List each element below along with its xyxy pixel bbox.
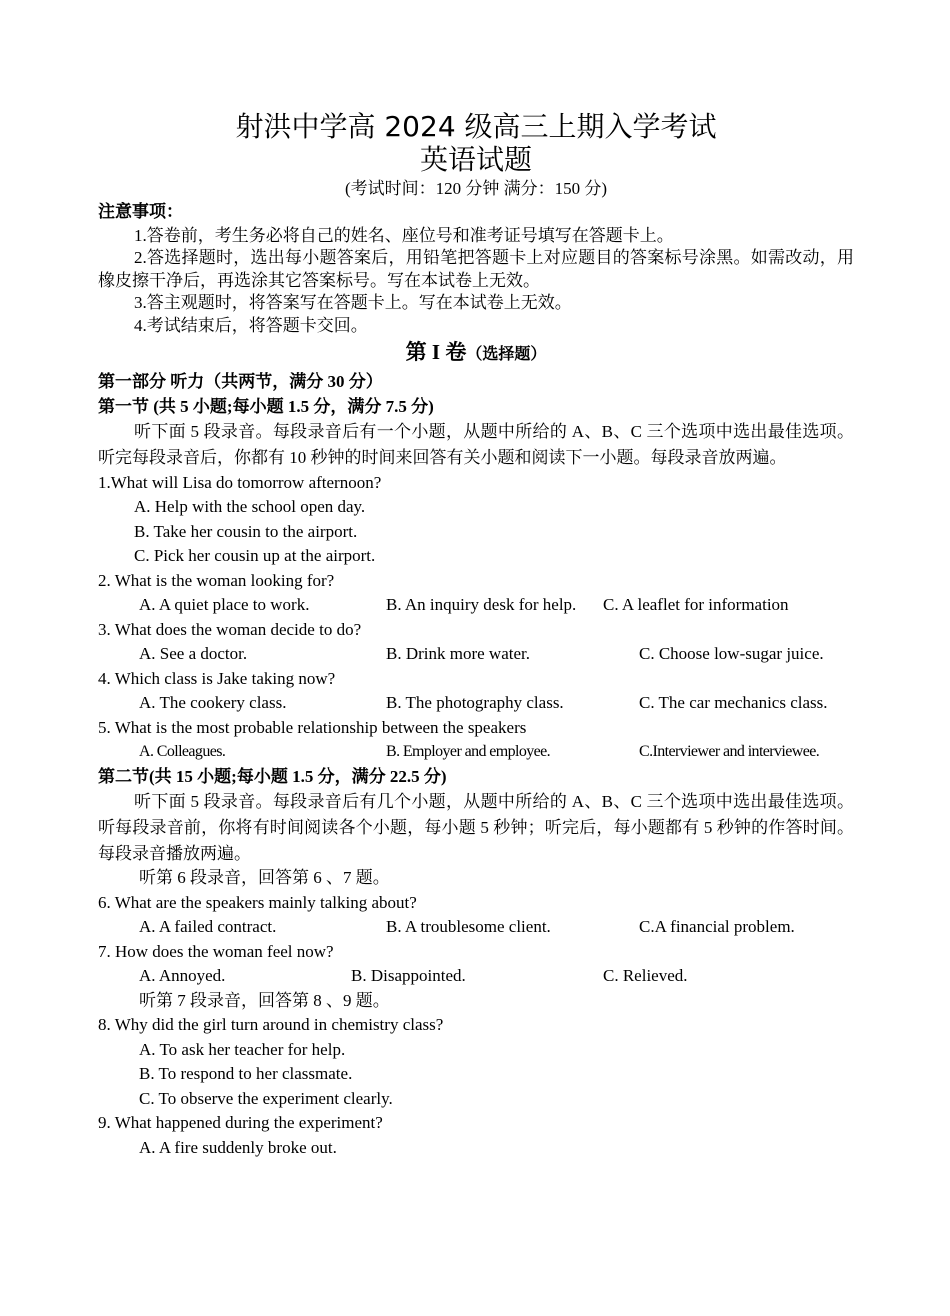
exam-subject: 英语试题 bbox=[419, 143, 532, 176]
option-2b: B. An inquiry desk for help. bbox=[386, 595, 577, 615]
option-5b: B. Employer and employee. bbox=[386, 743, 551, 761]
option-8c: C. To observe the experiment clearly. bbox=[139, 1088, 393, 1108]
options-5 bbox=[98, 740, 854, 765]
option-9a: A. A fire suddenly broke out. bbox=[139, 1137, 337, 1157]
option-4a: A. The cookery class. bbox=[139, 693, 287, 713]
section2-instructions: 听下面 5 段录音。每段录音后有几个小题，从题中所给的 A、B、C 三个选项中选出最佳选项。听每段录音前，你将有时间阅读各个小题，每小题 5 秒钟；听完后，每小题都有 5 秒钟的作答时间。每段录音播放两遍。 bbox=[98, 792, 854, 863]
question-4: 4. Which class is Jake taking now? bbox=[98, 668, 336, 688]
options-6 bbox=[98, 915, 854, 940]
option-2c: C. A leaflet for information bbox=[603, 595, 789, 615]
options-7 bbox=[98, 964, 854, 989]
option-5a: A. Colleagues. bbox=[139, 743, 226, 761]
question-2: 2. What is the woman looking for? bbox=[98, 570, 335, 590]
option-3c: C. Choose low-sugar juice. bbox=[639, 644, 824, 664]
options-4 bbox=[98, 691, 854, 716]
note-item: 2.答选择题时，选出每小题答案后，用铅笔把答题卡上对应题目的答案标号涂黑。如需改动，用橡皮擦干净后，再选涂其它答案标号。写在本试卷上无效。 bbox=[98, 248, 854, 290]
notes-heading: 注意事项： bbox=[98, 202, 183, 221]
question-9: 9. What happened during the experiment? bbox=[98, 1113, 383, 1133]
exam-page bbox=[98, 110, 854, 1160]
section1-heading: 第一节 (共 5 小题;每小题 1.5 分，满分 7.5 分) bbox=[98, 396, 434, 416]
section2-heading: 第二节(共 15 小题;每小题 1.5 分，满分 22.5 分) bbox=[98, 766, 447, 786]
option-1a: A. Help with the school open day. bbox=[134, 497, 366, 517]
option-4c: C. The car mechanics class. bbox=[639, 693, 828, 713]
option-5c: C.Interviewer and interviewee. bbox=[639, 743, 820, 761]
exam-title: 射洪中学高 2024 级高三上期入学考试 bbox=[235, 110, 717, 143]
option-6b: B. A troublesome client. bbox=[386, 917, 551, 937]
volume-title bbox=[98, 337, 854, 370]
exam-info: (考试时间：120 分钟 满分：150 分) bbox=[344, 179, 608, 198]
option-7a: A. Annoyed. bbox=[139, 966, 226, 986]
question-5: 5. What is the most probable relationship between the speakers bbox=[98, 717, 527, 737]
section1-instructions: 听下面 5 段录音。每段录音后有一个小题，从题中所给的 A、B、C 三个选项中选出最佳选项。听完每段录音后，你都有 10 秒钟的时间来回答有关小题和阅读下一小题。每段录音放两遍。 bbox=[98, 422, 854, 467]
option-8a: A. To ask her teacher for help. bbox=[139, 1039, 346, 1059]
dialogue-7-instruction: 听第 7 段录音，回答第 8 、9 题。 bbox=[139, 990, 390, 1010]
volume-subtitle: （选择题） bbox=[466, 346, 547, 363]
note-item: 1.答卷前，考生务必将自己的姓名、座位号和准考证号填写在答题卡上。 bbox=[134, 225, 674, 245]
question-8: 8. Why did the girl turn around in chemistry class? bbox=[98, 1015, 444, 1035]
option-4b: B. The photography class. bbox=[386, 693, 564, 713]
part1-heading: 第一部分 听力（共两节，满分 30 分） bbox=[98, 372, 383, 391]
option-3b: B. Drink more water. bbox=[386, 644, 530, 664]
note-item: 4.考试结束后，将答题卡交回。 bbox=[134, 315, 368, 335]
option-1b: B. Take her cousin to the airport. bbox=[134, 521, 358, 541]
options-2 bbox=[98, 593, 854, 618]
question-6: 6. What are the speakers mainly talking about? bbox=[98, 892, 417, 912]
volume-label: 第 I 卷 bbox=[405, 340, 467, 364]
question-7: 7. How does the woman feel now? bbox=[98, 941, 334, 961]
option-2a: A. A quiet place to work. bbox=[139, 595, 310, 615]
option-6c: C.A financial problem. bbox=[639, 917, 795, 937]
option-7c: C. Relieved. bbox=[603, 966, 688, 986]
option-3a: A. See a doctor. bbox=[139, 644, 248, 664]
question-1: 1.What will Lisa do tomorrow afternoon? bbox=[98, 472, 382, 492]
options-3 bbox=[98, 642, 854, 667]
note-item: 3.答主观题时，将答案写在答题卡上。写在本试卷上无效。 bbox=[134, 293, 572, 312]
dialogue-6-instruction: 听第 6 段录音，回答第 6 、7 题。 bbox=[139, 868, 390, 888]
option-1c: C. Pick her cousin up at the airport. bbox=[134, 546, 376, 566]
option-8b: B. To respond to her classmate. bbox=[139, 1064, 353, 1084]
question-3: 3. What does the woman decide to do? bbox=[98, 619, 362, 639]
option-6a: A. A failed contract. bbox=[139, 917, 277, 937]
option-7b: B. Disappointed. bbox=[351, 966, 466, 986]
